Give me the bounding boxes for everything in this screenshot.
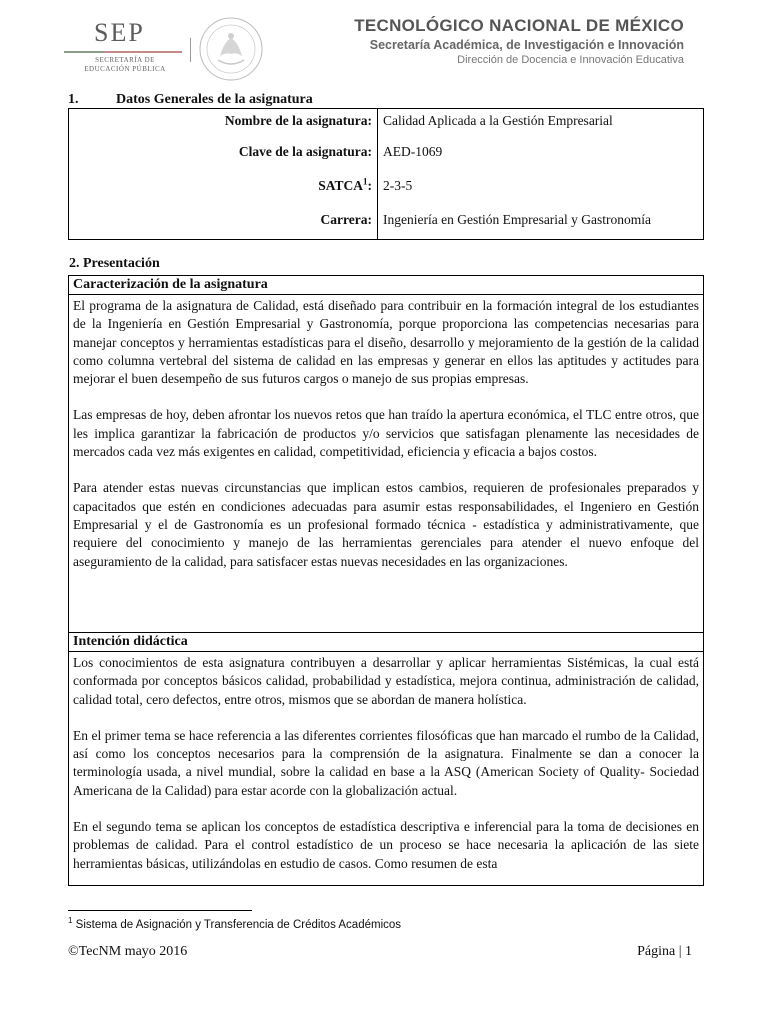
value-carrera: Ingeniería en Gestión Empresarial y Gastronomía: [383, 212, 652, 227]
secretaria-name: Secretaría Académica, de Investigación e Innovación: [369, 38, 684, 52]
sep-wordmark: SEP: [94, 18, 145, 47]
intencion-body: [69, 652, 703, 873]
direccion-name: Dirección de Docencia e Innovación Educativa: [457, 54, 684, 66]
label-satca-footnote-ref: 1: [363, 176, 368, 187]
label-nombre: Nombre de la asignatura:: [224, 113, 372, 128]
intencion-box: [68, 632, 704, 886]
sep-subtitle-line-2: EDUCACIÓN PÚBLICA: [84, 65, 166, 73]
value-satca: 2-3-5: [383, 178, 413, 193]
section2-title: 2. Presentación: [69, 256, 160, 271]
footnote-rule: [68, 910, 252, 911]
section1-title: [68, 92, 313, 108]
section1-title-text: Datos Generales de la asignatura: [116, 92, 313, 107]
mexican-coat-of-arms-seal-icon: [198, 16, 264, 82]
footer-copyright: ©TecNM mayo 2016: [68, 944, 188, 959]
footer-page-number: Página | 1: [637, 944, 692, 959]
institution-name: TECNOLÓGICO NACIONAL DE MÉXICO: [354, 16, 684, 35]
caracterizacion-box: [68, 275, 704, 633]
intencion-paragraph-3: En el segundo tema se aplican los conceptos de estadística descriptiva e inferencial para la toma de decisiones en problemas de calidad. Para el control estadístico de un proceso se hace necesaria la aplicación de las siete herramientas básicas, utilizándolas en estudio de casos. Como resumen de esta: [73, 819, 699, 871]
caracterizacion-paragraph-2: Las empresas de hoy, deben afrontar los nuevos retos que han traído la apertura económica, el TLC entre otros, que les implica garantizar la fabricación de productos y/o servicios que satisfagan plenamente las necesidades de mercados cada vez más exigentes en calidad, competitividad, eficiencia y eficacia a bajos costos.: [73, 407, 699, 460]
general-data-table: [68, 108, 704, 240]
footnote-text: Sistema de Asignación y Transferencia de Créditos Académicos: [75, 918, 402, 931]
intencion-paragraph-2: En el primer tema se hace referencia a las diferentes corrientes filosóficas que han marcado el rumbo de la Calidad, así como los conceptos necesarios para la comprensión de la asignatura. Finalmente se dan a conocer la terminología usada, a nivel mundial, sobre la calidad en base a la ASQ (American Society of Quality- Sociedad Americana de la Calidad) para estar acorde con la globalización actual.: [73, 727, 699, 798]
general-data-values: [378, 109, 704, 240]
sep-subtitle: [72, 56, 178, 74]
section1-number: 1.: [68, 92, 79, 107]
caracterizacion-body: [69, 295, 703, 571]
header-divider: [190, 38, 191, 62]
header-institution-block: [354, 16, 684, 66]
footnote-marker: 1: [68, 916, 73, 925]
value-clave: AED-1069: [383, 144, 443, 159]
label-carrera: Carrera:: [320, 212, 372, 227]
sep-subtitle-line-1: SECRETARÍA DE: [95, 56, 155, 64]
caracterizacion-paragraph-1: El programa de la asignatura de Calidad, está diseñado para contribuir en la formación integral de los estudiantes de la Ingeniería en Gestión Empresarial y Gastronomía, porque proporciona las competencias necesarias para manejar conceptos y herramientas estadísticas para el diseño, desarrollo y mejoramiento de la gestión de la calidad como columna vertebral del sistema de calidad en las empresas y generar en ellos las aptitudes y actitudes para mejorar el buen desempeño de sus futuros cargos o manejo de sus propias empresas.: [73, 298, 699, 387]
intencion-paragraph-1: Los conocimientos de esta asignatura contribuyen a desarrollar y aplicar herramientas Sistémicas, la cual está conformada por conceptos básicos calidad, probabilidad y estadística, mejora continua, administración de calidad, calidad total, cero defectos, entre otros, mismos que se abordan de manera holística.: [73, 655, 699, 707]
footnote: [68, 916, 401, 931]
label-clave: Clave de la asignatura:: [238, 144, 372, 159]
label-satca: [74, 169, 372, 203]
label-satca-text: SATCA: [318, 178, 363, 193]
value-nombre: Calidad Aplicada a la Gestión Empresarial: [383, 113, 613, 128]
sep-logo-rule: [64, 51, 182, 53]
caracterizacion-paragraph-3: Para atender estas nuevas circunstancias que implican estos cambios, requieren de profesionales preparados y capacitados que estén en condiciones adecuadas para asumir estas responsabilidades, el Ingeniero en Gestión Empresarial y el de Gastronomía es un profesional formado técnica - estadística y administrativamente, que requiere del conocimiento y manejo de las herramientas gerenciales para atender el nuevo enfoque del aseguramiento de la calidad, para satisfacer estas nuevas necesidades en las organizaciones.: [73, 480, 699, 569]
label-satca-colon: :: [367, 178, 372, 193]
intencion-heading: Intención didáctica: [69, 633, 703, 652]
sep-logo: [64, 18, 184, 74]
general-data-labels: [69, 109, 378, 240]
caracterizacion-heading: Caracterización de la asignatura: [69, 276, 703, 295]
